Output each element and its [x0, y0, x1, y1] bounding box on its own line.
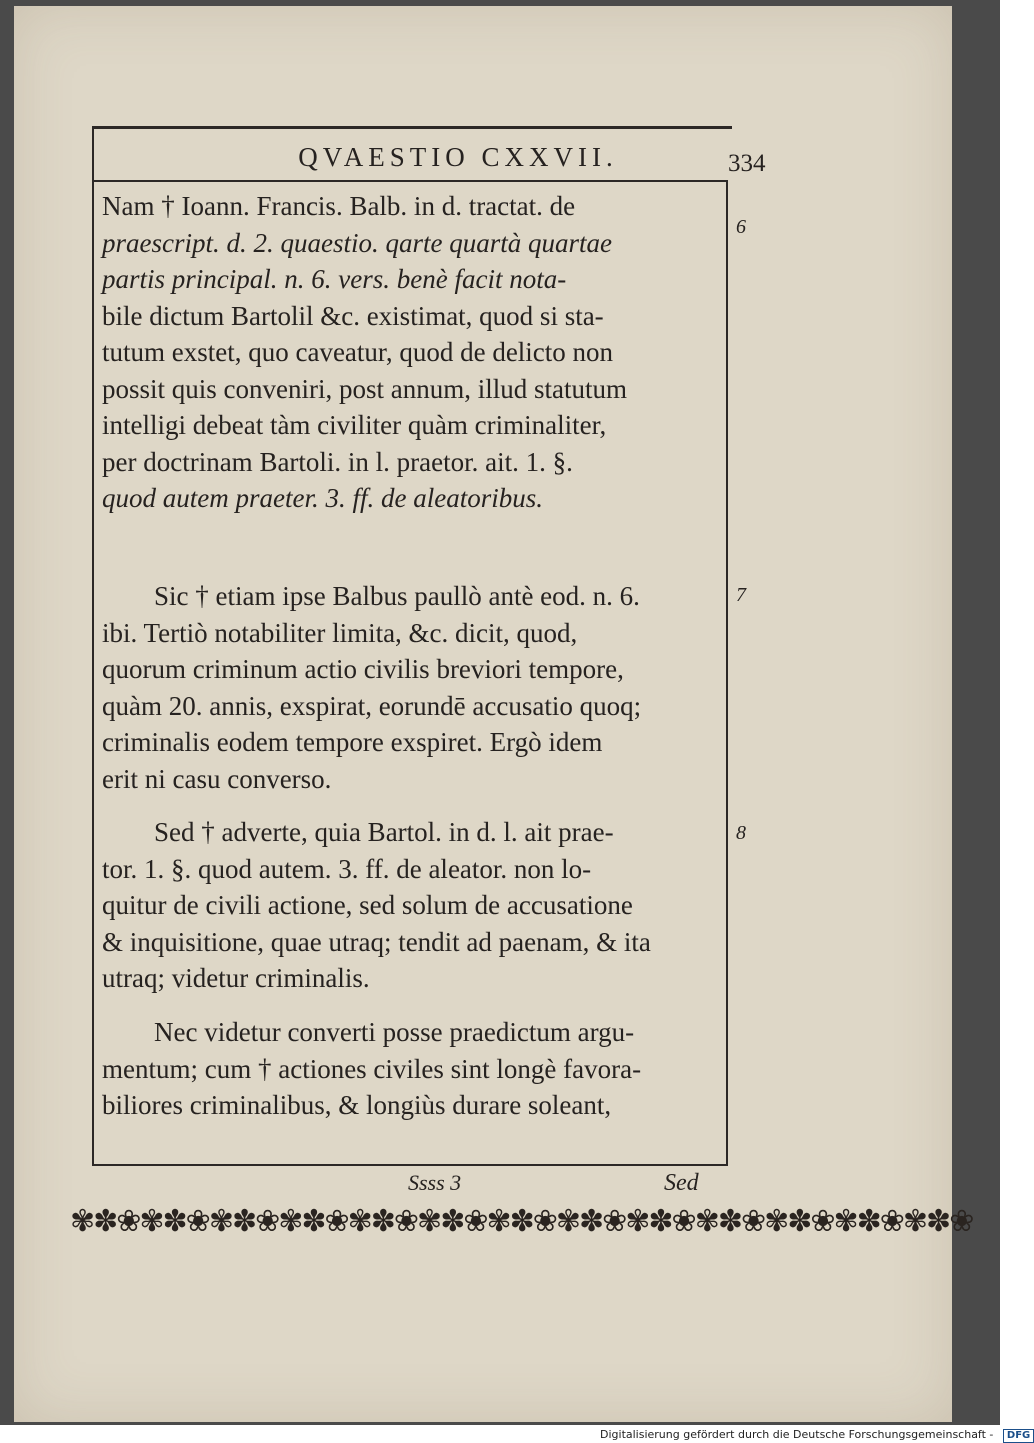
text-line: criminalis eodem tempore exspiret. Ergò idem — [102, 727, 603, 757]
ornamental-border: ✾✽❀✾✽❀✾✽❀✾✽❀✾✽❀✾✽❀✾✽❀✾✽❀✾✽❀✾✽❀✾✽❀✾✽❀✾✽❀ — [70, 1205, 973, 1238]
signature-mark: Ssss 3 — [408, 1170, 462, 1195]
text-line: ibi. Tertiò notabiliter limita, &c. dicit, quod, — [102, 617, 578, 648]
left-rule — [92, 126, 94, 1166]
page-number: 334 — [728, 150, 766, 177]
text-line: erit ni casu converso. — [102, 763, 332, 794]
margin-note-6: 6 — [736, 216, 746, 238]
paragraph-1 — [102, 188, 726, 517]
text-line: Sic † etiam ipse Balbus paullò antè eod. n. 6. — [154, 581, 640, 611]
funding-text: Digitalisierung gefördert durch die Deutsche Forschungsgemeinschaft - — [600, 1428, 994, 1441]
text-line: partis principal. n. 6. vers. benè facit nota- — [102, 264, 567, 294]
catchword: Sed — [664, 1170, 699, 1196]
text-line: possit quis conveniri, post annum, illud statutum — [102, 373, 627, 404]
bottom-rule — [92, 1164, 728, 1166]
text-line: mentum; cum † actiones civiles sint longè favora- — [102, 1053, 642, 1084]
running-title: QVAESTIO CXXVII. — [298, 142, 618, 172]
text-line: intelligi debeat tàm civiliter quàm criminaliter, — [102, 410, 607, 440]
text-block — [88, 124, 766, 1196]
text-line: quitur de civili actione, sed solum de accusatione — [102, 890, 633, 920]
paragraph-4 — [102, 1014, 726, 1124]
text-line: tor. 1. §. quod autem. 3. ff. de aleator. non lo- — [102, 853, 592, 884]
text-line: Sed † adverte, quia Bartol. in d. l. ait prae- — [154, 817, 614, 847]
text-line: tutum exstet, quo caveatur, quod de delicto non — [102, 337, 614, 367]
text-line: bile dictum Bartolil &c. existimat, quod si sta- — [102, 300, 604, 331]
text-line: quod autem praeter. 3. ff. de aleatoribus. — [102, 483, 543, 513]
text-line: utraq; videtur criminalis. — [102, 963, 370, 993]
dfg-logo: DFG — [1003, 1429, 1034, 1443]
margin-note-8: 8 — [736, 822, 746, 844]
text-line: per doctrinam Bartoli. in l. praetor. ait. 1. §. — [102, 446, 573, 477]
text-line: biliores criminalibus, & longiùs durare soleant, — [102, 1090, 612, 1120]
paragraph-2 — [102, 578, 726, 797]
text-line: & inquisitione, quae utraq; tendit ad paenam, & ita — [102, 926, 651, 957]
funding-credit — [600, 1428, 1034, 1443]
text-line: quorum criminum actio civilis breviori tempore, — [102, 654, 624, 684]
text-line: Nec videtur converti posse praedictum argu- — [154, 1017, 635, 1047]
paragraph-3 — [102, 814, 726, 997]
header-rule — [92, 180, 726, 182]
text-line: Nam † Ioann. Francis. Balb. in d. tractat. de — [102, 191, 576, 221]
book-page — [14, 6, 973, 1422]
text-line: quàm 20. annis, exspirat, eorundē accusatio quoq; — [102, 690, 642, 721]
text-line: praescript. d. 2. quaestio. qarte quartà quartae — [102, 227, 612, 258]
right-rule — [726, 180, 728, 1166]
top-rule — [92, 126, 732, 129]
margin-note-7: 7 — [736, 584, 746, 606]
